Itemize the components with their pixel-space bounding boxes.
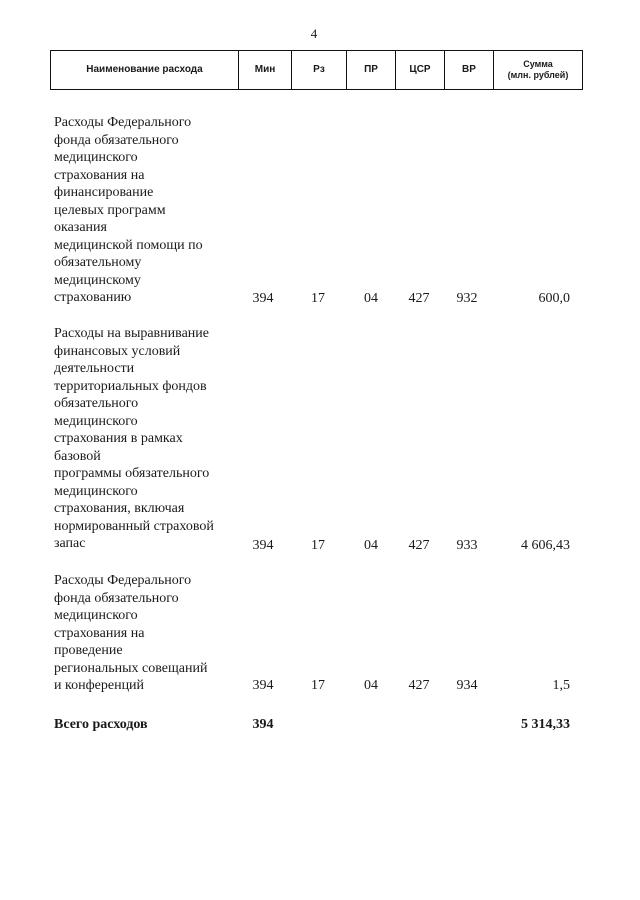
total-min: 394	[252, 717, 274, 732]
row-min: 394	[252, 678, 274, 693]
row-csr: 427	[408, 291, 430, 306]
row-rz: 17	[311, 678, 325, 693]
header-rz: Рз	[292, 51, 347, 89]
row-pr: 04	[364, 678, 378, 693]
header-csr: ЦСР	[396, 51, 445, 89]
header-min: Мин	[239, 51, 292, 89]
row-vr: 932	[456, 291, 478, 306]
row-vr: 933	[456, 538, 478, 553]
row-csr: 427	[408, 678, 430, 693]
total-sum: 5 314,33	[521, 717, 570, 732]
row-vr: 934	[456, 678, 478, 693]
row-sum: 4 606,43	[521, 538, 570, 553]
row-csr: 427	[408, 538, 430, 553]
table-header	[50, 50, 583, 90]
header-name: Наименование расхода	[51, 51, 239, 89]
row-rz: 17	[311, 291, 325, 306]
row-sum: 1,5	[552, 678, 570, 693]
header-sum-line2: (млн. рублей)	[507, 70, 569, 80]
row-name: Расходы на выравнивание финансовых условий деятельности территориальных фондов обязательного медицинского страхования в рамках базовой программы обязательного медицинского страхования, включая нормированный страховой запас	[54, 326, 214, 551]
page-number: 4	[310, 26, 318, 41]
row-sum: 600,0	[538, 291, 570, 306]
row-pr: 04	[364, 291, 378, 306]
row-rz: 17	[311, 538, 325, 553]
header-sum-line1: Сумма	[523, 59, 553, 69]
row-name: Расходы Федерального фонда обязательного медицинского страхования на финансирование целевых программ оказания медицинской помощи по обязательному медицинскому страхованию	[54, 115, 203, 305]
row-min: 394	[252, 291, 274, 306]
row-name: Расходы Федерального фонда обязательного медицинского страхования на проведение региональных совещаний и конференций	[54, 573, 208, 693]
row-min: 394	[252, 538, 274, 553]
header-sum	[494, 51, 582, 89]
total-label: Всего расходов	[54, 717, 148, 732]
header-vr: ВР	[445, 51, 494, 89]
header-pr: ПР	[347, 51, 396, 89]
row-pr: 04	[364, 538, 378, 553]
